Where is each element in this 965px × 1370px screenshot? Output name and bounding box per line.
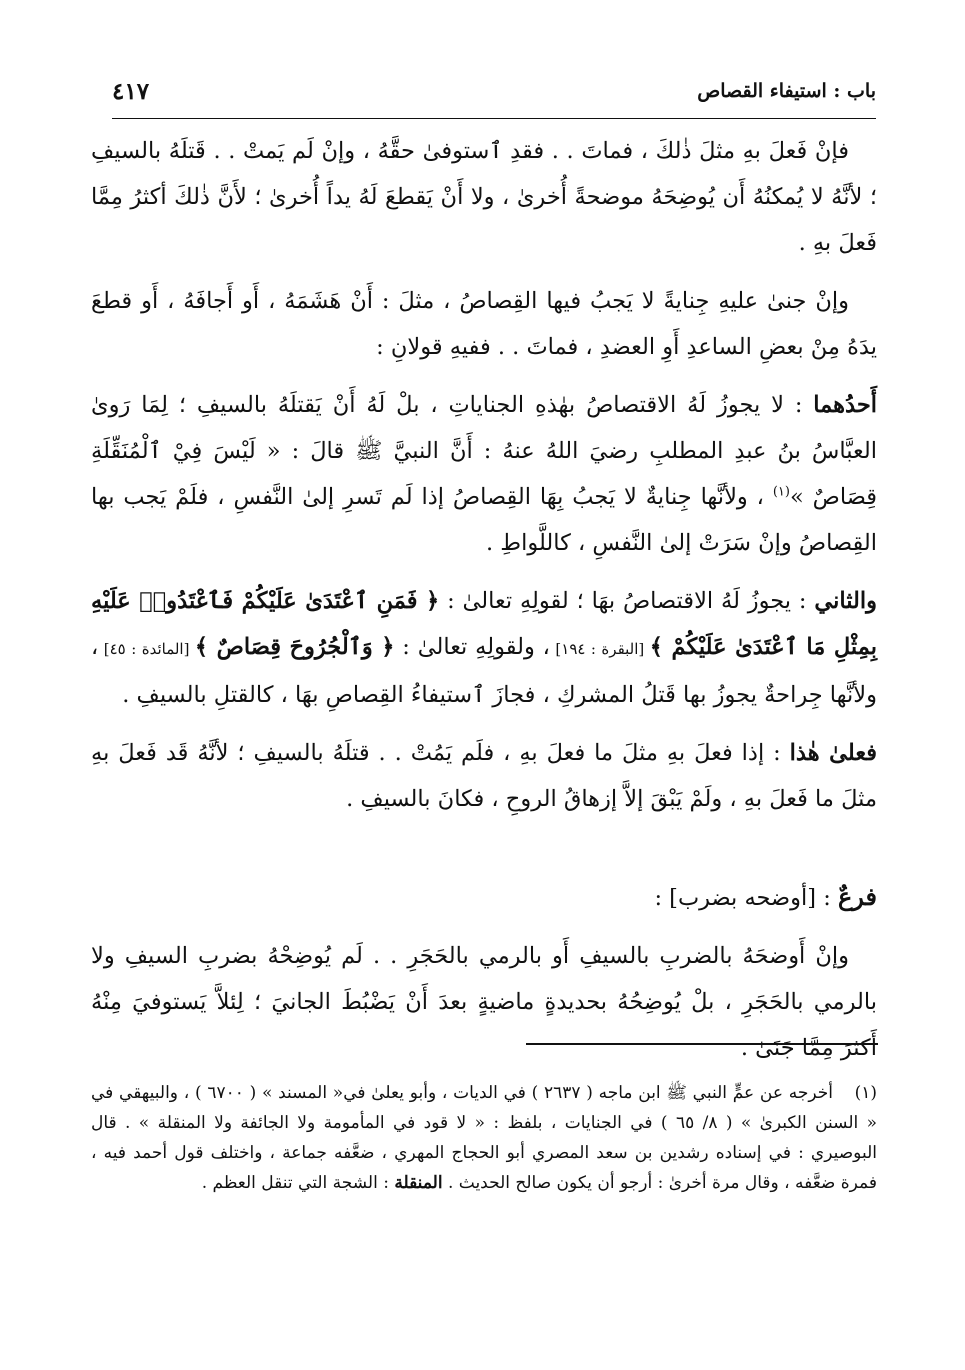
- footnote-reference[interactable]: (١): [772, 484, 790, 500]
- footnote: [91, 1078, 877, 1198]
- footnote-term: المنقلة: [394, 1173, 443, 1193]
- branch-heading: [91, 874, 877, 921]
- quran-verse-1: ﴿ فَمَنِ ٱعْتَدَىٰ عَلَيْكُمْ فَٱعْتَدُوا۟ عَلَيْهِ بِمِثْلِ مَا ٱعْتَدَىٰ عَلَيْكُمْ ﴾: [91, 588, 877, 660]
- paragraph-3: [91, 382, 877, 566]
- paragraph-5: [91, 730, 877, 822]
- paragraph-5-text: : إذا فعلَ بهِ مثلَ ما فعلَ بهِ ، فلَم يَمُتْ . . قتلَهُ بالسيفِ ؛ لأنَّهُ قَد فَعلَ بهِ مثلَ ما فَعلَ بهِ ، ولَمْ يَبْقَ إلاَّ إزهاقُ الروحِ ، فكانَ بالسيفِ .: [91, 740, 877, 812]
- chapter-title: باب : استيفاء القصاص: [697, 80, 876, 102]
- paragraph-1: فإنْ فَعلَ بهِ مثلَ ذٰلكَ ، فماتَ . . فقدِ ٱستوفىٰ حقَّهُ ، وإنْ لَم يَمتْ . . قَتلَهُ بالسيفِ ؛ لأنَّهُ لا يُمكنُهُ أَن يُوضِحَهُ موضحةً أُخرىٰ ، ولا أَنْ يَقطعَ لَهُ يداً أُخرىٰ ؛ لأَنَّ ذٰلكَ أكثرُ مِمَّا فَعلَ بهِ .: [91, 138, 877, 256]
- branch-label: فرعٌ: [837, 882, 877, 911]
- paragraph-6: وإنْ أَوضحَهُ بالضربِ بالسيفِ أَو بالرمي بالحَجَرِ . . لَم يُوضِحْهُ بضربِ السيفِ ولا بالرمي بالحَجَرِ ، بلْ يُوضِحُهُ بحديدةٍ ماضيةٍ بعدَ أَنْ يَضْبُطَ الجانيَ ؛ لِئلاَّ يَستوفيَ مِنْهُ أَكثرَ مِمَّا جَنَىٰ .: [91, 943, 877, 1061]
- footnote-divider: [526, 1043, 878, 1045]
- paragraph-3-text-a: : لا يجوزُ لَهُ الاقتصاصُ بهٰذهِ الجناياتِ ، بلْ لَهُ أَنْ يَقتلَهُ بالسيفِ ؛ لِمَا رَوىٰ العبَّاسُ بنُ عبدِ المطلبِ رضيَ اللهُ عنهُ : أَنَّ النبيَّ ﷺ قالَ : « لَيْسَ فِيْ ٱلْمُنَقِّلَةِ قِصَاصٌ »: [91, 392, 877, 510]
- footnote-text-b: : الشجة التي تنقل العظم .: [201, 1173, 395, 1193]
- branch-title: : [أوضحه بضرب] :: [654, 885, 838, 911]
- paragraph-2: وإنْ جنىٰ عليهِ جِنايةً لا يَجبُ فيها القِصاصُ ، مثلَ : أَنْ هَشَمَهُ ، أَو أَجافَهُ ، أَو قطعَ يدَهُ مِنْ بعضِ الساعدِ أَوِ العضدِ ، فماتَ . . ففيهِ قولانِ :: [91, 288, 877, 360]
- consequence-label: فعلىٰ هٰذا: [789, 740, 877, 766]
- opinion-one-label: أَحدُهما: [813, 392, 877, 418]
- page-header: [112, 78, 876, 112]
- footnote-number: (١): [854, 1083, 877, 1103]
- opinion-two-label: والثاني: [814, 588, 877, 614]
- quran-verse-2: ﴿ وَٱلْجُرُوحَ قِصَاصٌ ﴾: [194, 634, 395, 660]
- paragraph-4-text-a: : يجوزُ لَهُ الاقتصاصُ بهَا ؛ لقولِهِ تعالىٰ :: [439, 588, 815, 614]
- paragraph-4-text-c: ، ولأنَّها جِراحةٌ يجوزُ بها قَتلُ المشركِ ، فجازَ ٱستيفاءُ القِصاصِ بهَا ، كالقتلِ بالسيفِ .: [91, 634, 877, 708]
- main-text: [91, 128, 877, 1083]
- quran-reference-2: [المائدة : ٤٥]: [98, 640, 195, 658]
- paragraph-3-text-b: ، ولأنَّها جِنايةٌ لا يَجبُ بِهَا القِصاصُ إذا لَم تَسرِ إلىٰ النَّفسِ ، فلَمْ يَجب بها القِصاصُ وإنْ سَرَتْ إلىٰ النَّفسِ ، كاللَّواطِ .: [91, 484, 877, 556]
- footnote-text-a: أخرجه عن عمٍّ النبي ﷺ ابن ماجه ( ٢٦٣٧ ) في الديات ، وأبو يعلىٰ في« المسند » ( ٦٧٠٠ ) ، والبيهقي في « السنن الكبرىٰ » ( ٨/ ٦٥ ) في الجنايات ، بلفظ : « لا قود في المأمومة ولا الجائفة ولا المنقلة » . قال البوصيري : في إسناده رشدين بن سعد المصري أبو الحجاج المهري ، ضعَّفه جماعة ، واختلف قول أحمد فيه ، فمرة ضعَّفه ، وقال مرة أخرىٰ : أرجو أن يكون صالح الحديث .: [91, 1083, 877, 1193]
- page-number: ٤١٧: [112, 78, 150, 105]
- section-gap: [91, 834, 877, 874]
- paragraph-4-text-b: ، ولقولِهِ تعالىٰ :: [394, 634, 550, 660]
- header-divider: [112, 118, 876, 119]
- paragraph-4: [91, 578, 877, 718]
- quran-reference-1: [البقرة : ١٩٤]: [549, 640, 650, 658]
